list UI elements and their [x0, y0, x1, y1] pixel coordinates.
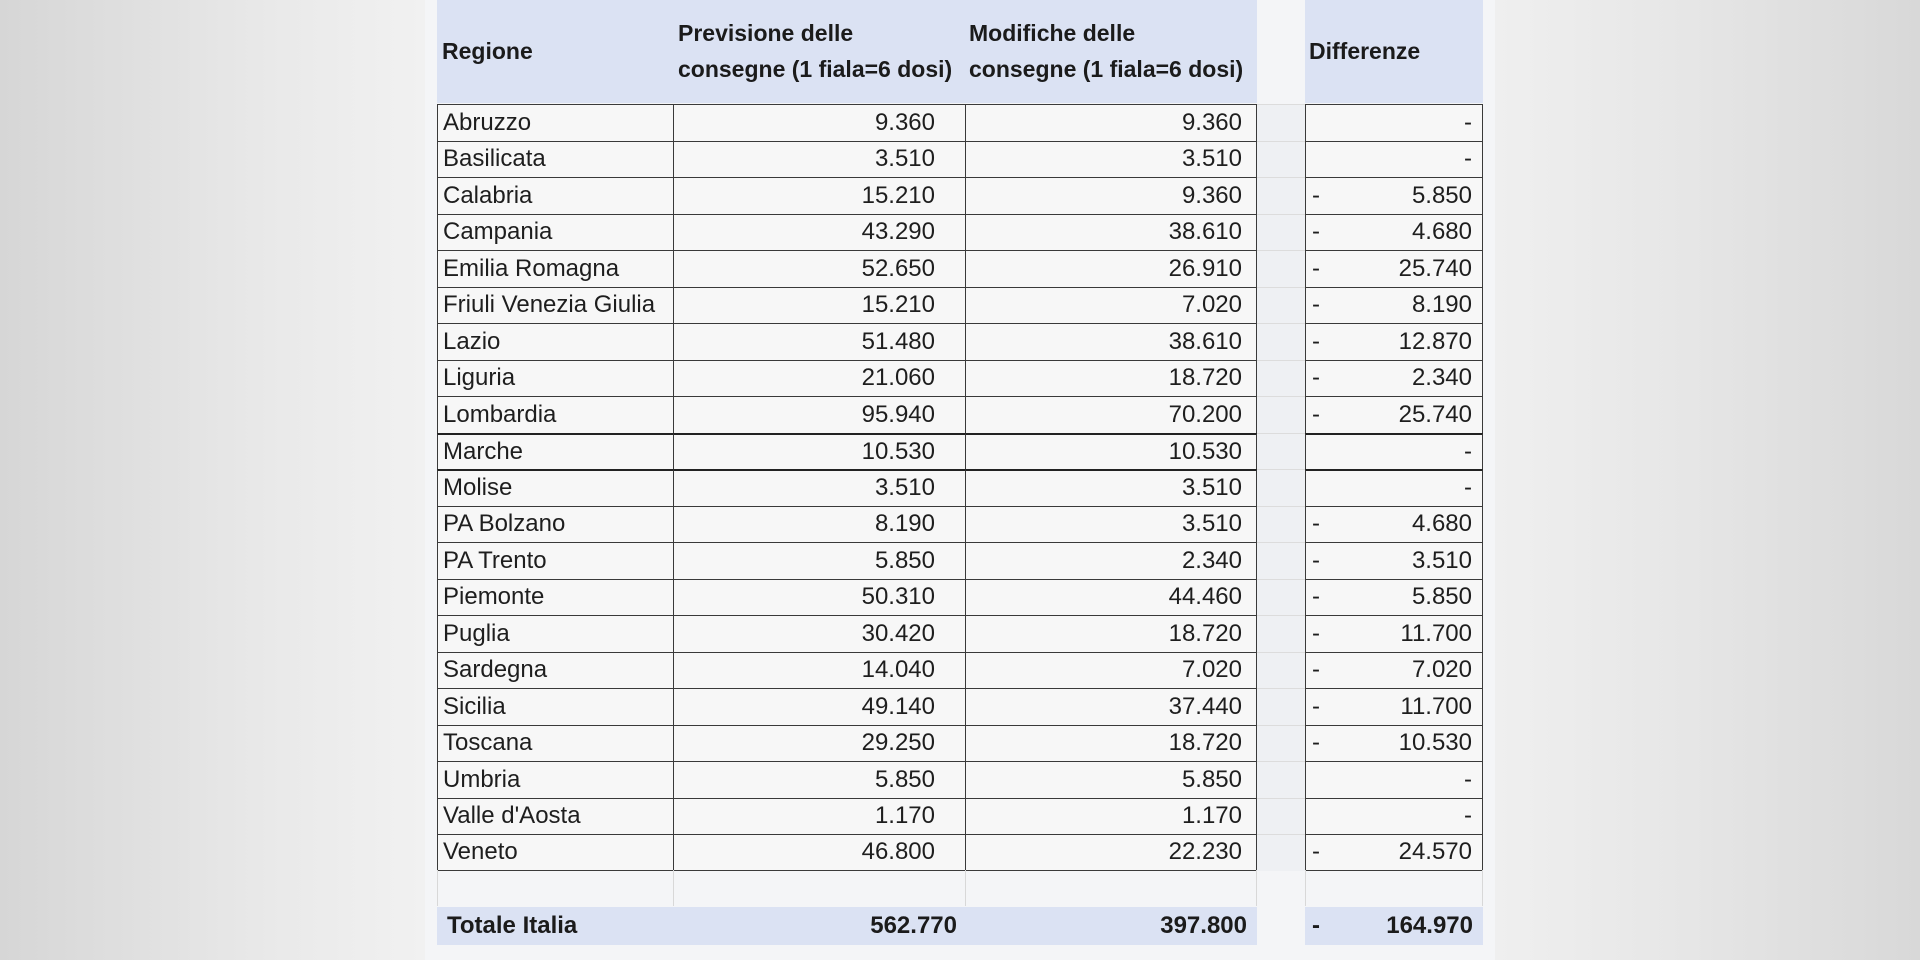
cell-difference[interactable] [1305, 141, 1483, 178]
cell-forecast[interactable]: 15.210 [674, 287, 966, 324]
header-changes-line1: Modifiche delle [969, 20, 1136, 46]
cell-changes[interactable]: 26.910 [966, 250, 1257, 287]
cell-region[interactable]: Abruzzo [437, 104, 674, 141]
table-row [437, 396, 1483, 433]
table-row [437, 506, 1483, 543]
spreadsheet-sheet [425, 0, 1495, 960]
table-row [437, 798, 1483, 835]
cell-forecast[interactable]: 46.800 [674, 834, 966, 871]
cell-changes[interactable]: 10.530 [966, 433, 1257, 470]
cell-difference[interactable] [1305, 469, 1483, 506]
cell-forecast[interactable]: 30.420 [674, 615, 966, 652]
cell-region[interactable]: PA Trento [437, 542, 674, 579]
cell-region[interactable]: PA Bolzano [437, 506, 674, 543]
cell-gap[interactable] [1257, 104, 1305, 141]
cell-forecast[interactable]: 51.480 [674, 323, 966, 360]
cell-changes[interactable]: 18.720 [966, 725, 1257, 762]
cell-difference[interactable] [1305, 834, 1483, 871]
difference-value: 12.870 [1398, 327, 1472, 355]
cell-changes[interactable]: 9.360 [966, 177, 1257, 214]
cell-gap[interactable] [1257, 725, 1305, 762]
difference-sign: - [1312, 656, 1320, 684]
table-row [437, 469, 1483, 506]
cell-changes[interactable]: 3.510 [966, 141, 1257, 178]
difference-sign: - [1312, 218, 1320, 246]
cell-gap[interactable] [1257, 579, 1305, 616]
difference-value: 25.740 [1398, 400, 1472, 428]
difference-sign: - [1312, 400, 1320, 428]
difference-value: 4.680 [1411, 218, 1472, 246]
difference-sign: - [1312, 364, 1320, 392]
cell-gap[interactable] [1257, 250, 1305, 287]
difference-sign: - [1312, 254, 1320, 282]
table-row [437, 287, 1483, 324]
difference-value: - [1464, 145, 1472, 173]
total-changes: 397.800 [1160, 912, 1247, 939]
table-row [437, 104, 1483, 141]
cell-gap[interactable] [1257, 323, 1305, 360]
difference-value: 4.680 [1411, 510, 1472, 538]
cell-forecast[interactable]: 21.060 [674, 360, 966, 397]
cell-forecast[interactable]: 9.360 [674, 104, 966, 141]
cell-changes[interactable]: 3.510 [966, 469, 1257, 506]
cell-region[interactable]: Sardegna [437, 652, 674, 689]
cell-gap[interactable] [1257, 798, 1305, 835]
cell-region[interactable]: Emilia Romagna [437, 250, 674, 287]
difference-sign: - [1312, 510, 1320, 538]
table-row [437, 725, 1483, 762]
cell-region[interactable]: Basilicata [437, 141, 674, 178]
header-region: Regione [442, 38, 533, 64]
cell-changes[interactable]: 9.360 [966, 104, 1257, 141]
difference-value: - [1464, 474, 1472, 502]
cell-difference[interactable] [1305, 652, 1483, 689]
cell-changes[interactable]: 37.440 [966, 688, 1257, 725]
difference-value: 7.020 [1411, 656, 1472, 684]
difference-value: 11.700 [1400, 619, 1472, 647]
table-row [437, 688, 1483, 725]
cell-region[interactable]: Valle d'Aosta [437, 798, 674, 835]
cell-region[interactable]: Calabria [437, 177, 674, 214]
difference-value: - [1464, 108, 1472, 136]
cell-region[interactable]: Umbria [437, 761, 674, 798]
table-row [437, 141, 1483, 178]
table-row [437, 834, 1483, 871]
difference-value: 25.740 [1398, 254, 1472, 282]
cell-forecast[interactable]: 14.040 [674, 652, 966, 689]
cell-difference[interactable] [1305, 615, 1483, 652]
table-row [437, 579, 1483, 616]
cell-changes[interactable]: 1.170 [966, 798, 1257, 835]
cell-forecast[interactable]: 15.210 [674, 177, 966, 214]
cell-gap[interactable] [1257, 688, 1305, 725]
cell-gap[interactable] [1257, 433, 1305, 470]
cell-difference[interactable] [1305, 323, 1483, 360]
difference-value: 2.340 [1411, 364, 1472, 392]
difference-sign: - [1312, 729, 1320, 757]
table-row [437, 761, 1483, 798]
cell-difference[interactable] [1305, 761, 1483, 798]
cell-region[interactable]: Friuli Venezia Giulia [437, 287, 674, 324]
cell-changes[interactable]: 38.610 [966, 323, 1257, 360]
cell-changes[interactable]: 22.230 [966, 834, 1257, 871]
cell-region[interactable]: Puglia [437, 615, 674, 652]
cell-changes[interactable]: 7.020 [966, 287, 1257, 324]
total-forecast: 562.770 [870, 912, 957, 939]
cell-difference[interactable] [1305, 542, 1483, 579]
cell-changes[interactable]: 38.610 [966, 214, 1257, 251]
cell-gap[interactable] [1257, 177, 1305, 214]
cell-difference[interactable] [1305, 287, 1483, 324]
cell-changes[interactable]: 44.460 [966, 579, 1257, 616]
cell-forecast[interactable]: 5.850 [674, 761, 966, 798]
difference-value: - [1464, 765, 1472, 793]
table-row [437, 652, 1483, 689]
cell-difference[interactable] [1305, 798, 1483, 835]
cell-difference[interactable] [1305, 396, 1483, 433]
cell-changes[interactable]: 3.510 [966, 506, 1257, 543]
cell-gap[interactable] [1257, 761, 1305, 798]
table-row [437, 177, 1483, 214]
table-row [437, 360, 1483, 397]
vaccine-delivery-table [425, 0, 1495, 960]
difference-sign: - [1312, 291, 1320, 319]
cell-forecast[interactable]: 1.170 [674, 798, 966, 835]
cell-region[interactable]: Lombardia [437, 396, 674, 433]
cell-gap[interactable] [1257, 141, 1305, 178]
header-changes [969, 15, 1243, 87]
table-row [437, 323, 1483, 360]
cell-changes[interactable]: 70.200 [966, 396, 1257, 433]
cell-forecast[interactable]: 10.530 [674, 433, 966, 470]
difference-sign: - [1312, 838, 1320, 866]
cell-changes[interactable]: 18.720 [966, 360, 1257, 397]
table-row [437, 214, 1483, 251]
cell-difference[interactable] [1305, 433, 1483, 470]
difference-sign: - [1312, 619, 1320, 647]
cell-forecast[interactable]: 95.940 [674, 396, 966, 433]
cell-gap[interactable] [1257, 615, 1305, 652]
cell-difference[interactable] [1305, 214, 1483, 251]
cell-region[interactable]: Liguria [437, 360, 674, 397]
difference-sign: - [1312, 583, 1320, 611]
header-changes-line2: consegne (1 fiala=6 dosi) [969, 56, 1244, 82]
cell-difference[interactable] [1305, 506, 1483, 543]
cell-region[interactable]: Sicilia [437, 688, 674, 725]
difference-value: - [1464, 437, 1472, 465]
total-difference-sign: - [1312, 912, 1320, 939]
cell-difference[interactable] [1305, 250, 1483, 287]
difference-sign: - [1312, 327, 1320, 355]
cell-changes[interactable]: 7.020 [966, 652, 1257, 689]
cell-gap[interactable] [1257, 214, 1305, 251]
cell-difference[interactable] [1305, 579, 1483, 616]
cell-gap[interactable] [1257, 360, 1305, 397]
cell-region[interactable]: Lazio [437, 323, 674, 360]
cell-region[interactable]: Veneto [437, 834, 674, 871]
cell-changes[interactable]: 2.340 [966, 542, 1257, 579]
difference-value: 10.530 [1398, 729, 1472, 757]
cell-gap[interactable] [1257, 652, 1305, 689]
table-row [437, 433, 1483, 470]
header-forecast [678, 15, 952, 87]
cell-gap[interactable] [1257, 506, 1305, 543]
difference-value: 5.850 [1411, 181, 1472, 209]
difference-sign: - [1312, 692, 1320, 720]
cell-forecast[interactable]: 8.190 [674, 506, 966, 543]
header-forecast-line1: Previsione delle [678, 20, 854, 46]
difference-value: 11.700 [1400, 692, 1472, 720]
difference-value: 3.510 [1411, 546, 1472, 574]
cell-region[interactable]: Marche [437, 433, 674, 470]
difference-value: 8.190 [1411, 291, 1472, 319]
cell-difference[interactable] [1305, 688, 1483, 725]
cell-forecast[interactable]: 29.250 [674, 725, 966, 762]
total-label: Totale Italia [447, 912, 578, 939]
cell-forecast[interactable]: 52.650 [674, 250, 966, 287]
difference-sign: - [1312, 181, 1320, 209]
cell-difference[interactable] [1305, 104, 1483, 141]
cell-region[interactable]: Molise [437, 469, 674, 506]
cell-gap[interactable] [1257, 287, 1305, 324]
difference-value: - [1464, 802, 1472, 830]
cell-forecast[interactable]: 3.510 [674, 141, 966, 178]
cell-gap[interactable] [1257, 542, 1305, 579]
cell-changes[interactable]: 5.850 [966, 761, 1257, 798]
table-row [437, 250, 1483, 287]
difference-value: 24.570 [1398, 838, 1472, 866]
cell-difference[interactable] [1305, 360, 1483, 397]
cell-forecast[interactable]: 5.850 [674, 542, 966, 579]
cell-changes[interactable]: 18.720 [966, 615, 1257, 652]
total-difference: 164.970 [1386, 912, 1473, 939]
table-row [437, 542, 1483, 579]
blank-row [437, 870, 1483, 906]
cell-forecast[interactable]: 49.140 [674, 688, 966, 725]
cell-difference[interactable] [1305, 177, 1483, 214]
table-row [437, 615, 1483, 652]
difference-sign: - [1312, 546, 1320, 574]
cell-region[interactable]: Campania [437, 214, 674, 251]
cell-region[interactable]: Toscana [437, 725, 674, 762]
total-row [437, 907, 1483, 945]
cell-gap[interactable] [1257, 834, 1305, 871]
cell-region[interactable]: Piemonte [437, 579, 674, 616]
difference-value: 5.850 [1411, 583, 1472, 611]
cell-gap[interactable] [1257, 396, 1305, 433]
cell-gap[interactable] [1257, 469, 1305, 506]
cell-difference[interactable] [1305, 725, 1483, 762]
header-difference: Differenze [1309, 38, 1421, 64]
cell-forecast[interactable]: 43.290 [674, 214, 966, 251]
header-forecast-line2: consegne (1 fiala=6 dosi) [678, 56, 953, 82]
cell-forecast[interactable]: 3.510 [674, 469, 966, 506]
cell-forecast[interactable]: 50.310 [674, 579, 966, 616]
